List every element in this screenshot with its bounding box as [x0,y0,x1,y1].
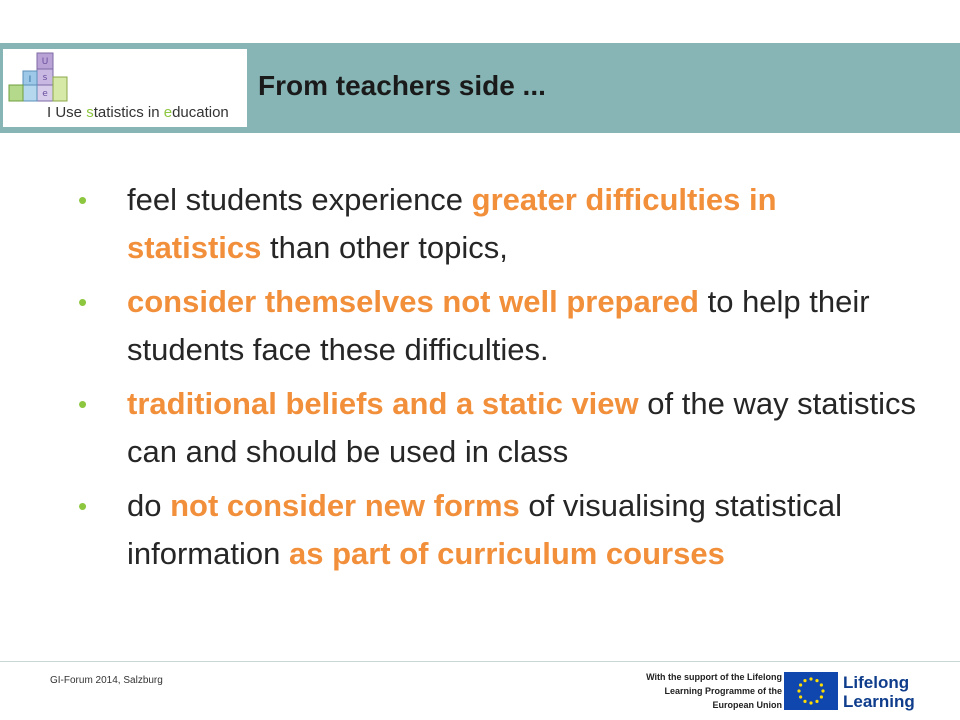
eu-star-icon [803,679,806,682]
eu-star-icon [797,689,800,692]
eu-star-icon [799,683,802,686]
eu-star-icon [821,689,824,692]
eu-star-icon [815,679,818,682]
cubes-logo-icon [7,51,71,107]
support-statement: With the support of the Lifelong Learning Programme of the European Union [646,672,782,710]
cube-letter: s [42,73,48,83]
bullet-dot-icon: • [78,287,88,317]
cube-letter: I [28,75,32,85]
bullet-text: than other topics, [261,230,508,265]
project-logo [3,49,247,127]
eu-star-icon [799,695,802,698]
slide-title: From teachers side ... [258,70,546,101]
bullet-item [78,176,918,272]
eu-star-icon [809,701,812,704]
logo-text: I Use statistics in education [47,104,229,121]
bullet-text: of visualising statistical information [127,488,842,571]
bullet-dot-icon: • [78,491,88,521]
eu-star-icon [820,683,823,686]
bullet-dot-icon: • [78,185,88,215]
bullet-item [78,482,918,578]
bullet-text: feel students experience [127,182,472,217]
highlighted-text: traditional beliefs and a static view [127,386,639,421]
highlighted-text: greater difficulties in statistics [127,182,777,265]
bullet-item [78,278,918,374]
highlighted-text: as part of curriculum courses [288,536,725,571]
lifelong-learning-logo: Lifelong Learning [843,673,915,711]
bullet-text: do [127,488,171,523]
highlighted-text: consider themselves not well prepared [127,284,699,319]
footer-divider [0,661,960,662]
footer-event-text: GI-Forum 2014, Salzburg [50,675,163,686]
cube-letter: e [42,89,48,99]
eu-star-icon [803,700,806,703]
bullet-dot-icon: • [78,389,88,419]
eu-star-icon [820,695,823,698]
eu-flag-icon [784,672,838,710]
bullet-list [78,176,918,584]
eu-star-icon [809,677,812,680]
bullet-text: to help their students face these difficulties. [127,284,870,367]
highlighted-text: not consider new forms [170,488,520,523]
eu-star-icon [815,700,818,703]
bullet-item [78,380,918,476]
bullet-text: of the way statistics can and should be used in class [127,386,917,469]
cube-letter: U [41,57,49,67]
